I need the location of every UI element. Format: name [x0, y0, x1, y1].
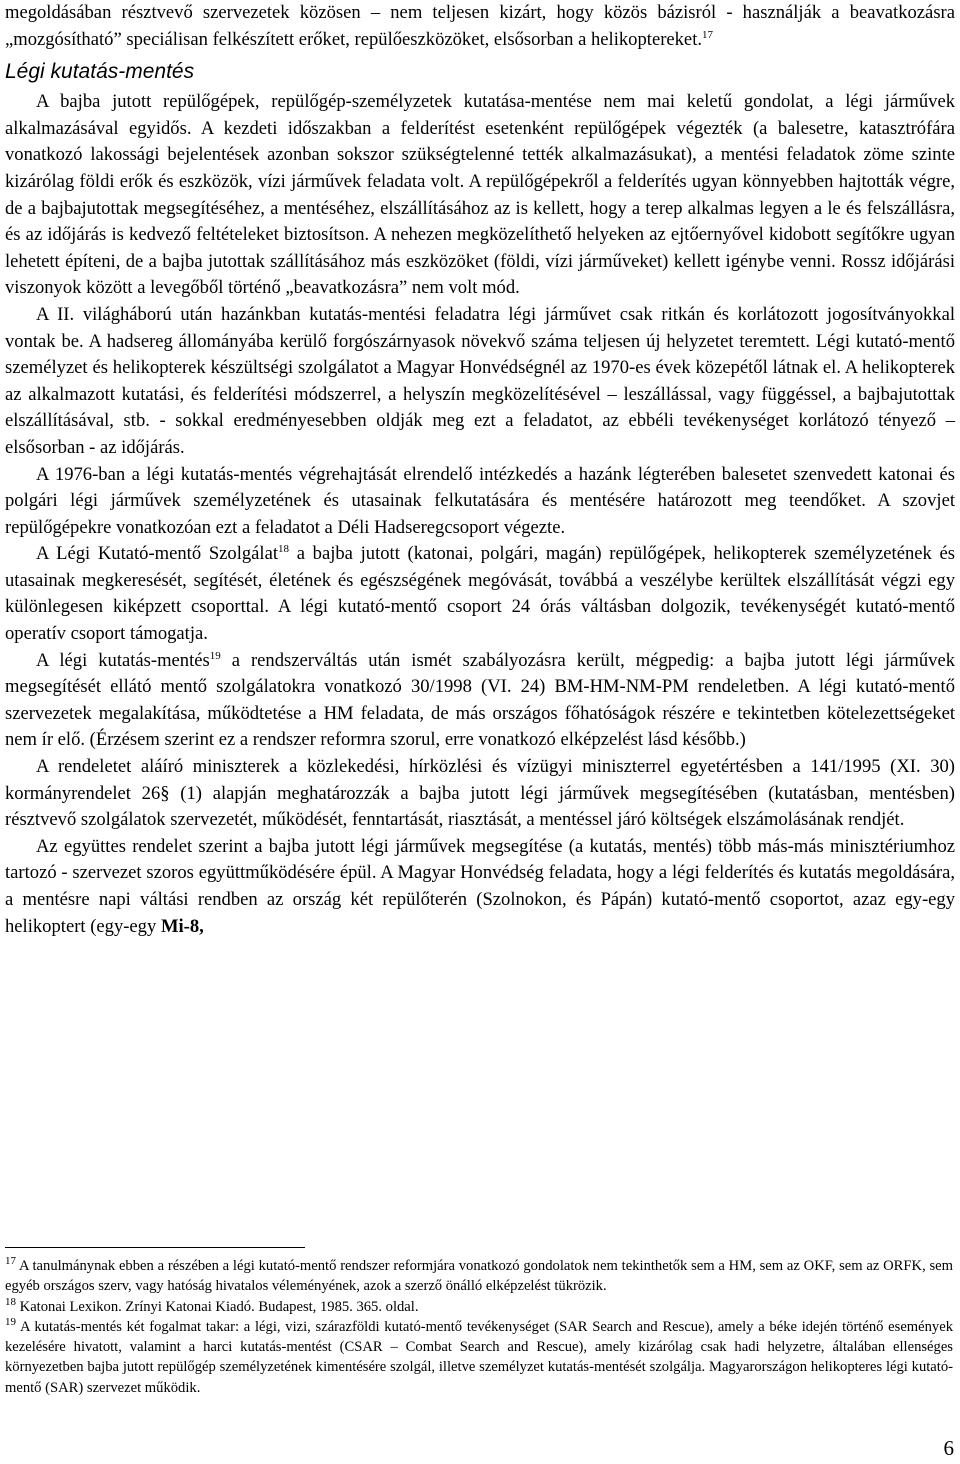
footnote-ref-18[interactable]: 18	[278, 543, 290, 556]
paragraph-text: megoldásában résztvevő szervezetek közösen – nem teljesen kizárt, hogy közös bázisról - használják a beavatkozásra „mozgósítható” speciálisan felkészített erőket, repülőeszközöket, elsősorban a helikoptereket.	[5, 2, 955, 50]
footnote-ref-19[interactable]: 19	[209, 649, 221, 662]
paragraph-regulation	[5, 648, 955, 754]
document-page	[5, 0, 955, 940]
footnotes	[5, 1256, 953, 1398]
paragraph-text: a rendszerváltás után ismét szabályozásra került, mégpedig: a bajba jutott légi járművek megsegítését ellátó mentő szolgálatokra vonatkozó 30/1998 (VI. 24) BM-HM-NM-PM rendeletben. A légi kutató-mentő szervezetek megalakítása, működtetése a HM feladata, de más országos főhatóságok részére e tekintetben kötelezettségeket nem ír elő. (Érzésem szerint ez a rendszer reformra szorul, erre vonatkozó elképzelést lásd később.)	[5, 649, 955, 751]
paragraph-ministers: A rendeletet aláíró miniszterek a közlekedési, hírközlési és vízügyi miniszterrel egyetértésben a 141/1995 (XI. 30) kormányrendelet 26§ (1) alapján meghatározzák a bajba jutott légi járművek megsegítésében (kutatásban, mentésben) résztvevő szolgálatok szervezetét, működését, fenntartását, riasztását, a mentéssel járó költségek elszámolásának rendjét.	[5, 756, 955, 831]
footnote-17	[5, 1256, 953, 1297]
paragraph-joint-decree	[5, 834, 955, 940]
footnote-separator	[5, 1247, 305, 1248]
footnote-text: A tanulmánynak ebben a részében a légi kutató-mentő rendszer reformjára vonatkozó gondolatok nem tekinthetők sem a HM, sem az OKF, sem az ORFK, sem egyéb országos szerv, vagy hatóság hivatalos véleményének, azok a szerző önálló elképzelést tükrözik.	[5, 1258, 954, 1295]
footnote-number: 17	[5, 1255, 16, 1267]
paragraph-1976: A 1976-ban a légi kutatás-mentés végrehajtását elrendelő intézkedés a hazánk légterében balesetet szenvedett katonai és polgári légi járművek személyzetének és utasainak felkutatására és mentésére határozott meg teendőket. A szovjet repülőgépekre vonatkozóan ezt a feladatot a Déli Hadseregcsoport végezte.	[5, 463, 955, 538]
paragraph-text: Az együttes rendelet szerint a bajba jutott légi járművek megsegítése (a kutatás, mentés) több más-más minisztériumhoz tartozó - szervezet szoros együttműködésére épül. A Magyar Honvédség feladata, hogy a légi felderítés és kutatás megoldására, a mentésre napi váltási rendben az ország két repülőterén (Szolnokon, és Pápán) kutató-mentő csoportot, azaz egy-egy helikoptert (egy-egy	[5, 835, 955, 937]
footnote-number: 18	[5, 1295, 16, 1308]
document-body	[5, 0, 955, 940]
footnote-number: 19	[5, 1315, 16, 1328]
paragraph-text: a bajba jutott (katonai, polgári, magán) repülőgépek, helikopterek személyzetének és utasainak megkeresését, segítését, életének és egészségének megóvását, továbbá a veszélybe kerültek elszállítását végzi egy különlegesen kiképzett csoporttal. A légi kutató-mentő csoport 24 órás váltásban dolgozik, tevékenységét kutató-mentő operatív csoport támogatja.	[5, 543, 955, 645]
footnote-18	[5, 1297, 953, 1317]
bold-term: Mi-8,	[160, 915, 204, 937]
footnote-text: A kutatás-mentés két fogalmat takar: a légi, vizi, szárazföldi kutató-mentő tevékenységet (SAR Search and Rescue), amely a béke idején történő események kezelésére hivatott, valamint a harci kutatás-mentést (CSAR – Combat Search and Rescue), amely kizárólag csak hadi helyzetre, általában ellenséges környezetben bajba jutott repülőgép személyzetének kimentésére szolgál, illetve személyzet kutatás-mentését szolgálja. Magyarországon helikopteres légi kutató-mentő (SAR) szervezet működik.	[5, 1318, 954, 1396]
paragraph-post-war: A II. világháború után hazánkban kutatás-mentési feladatra légi járművet csak ritkán és korlátozott jogosítványokkal vontak be. A hadsereg állományába kerülő forgószárnyasok növekvő száma teljesen új helyzetet teremtett. Légi kutató-mentő személyzet és helikopterek készültségi szolgálatot a Magyar Honvédségnél az 1970-es évek közepétől látnak el. A helikopterek az alkalmazott kutatási, és felderítési módszerrel, a helyszín megközelítésével – leszállással, vagy függéssel, a bajbajutottak elszállításával, stb. - sokkal eredményesebben oldják meg ezt a feladatot, az ebbéli tevékenységet korlátozó tényező – elsősorban - az időjárás.	[5, 303, 955, 458]
footnote-ref-17[interactable]: 17	[702, 28, 714, 41]
paragraph-text: A Légi Kutató-mentő Szolgálat	[36, 543, 279, 565]
page-number: 6	[943, 1436, 954, 1460]
paragraph-intro-continuation	[5, 0, 955, 53]
footnote-text: Katonai Lexikon. Zrínyi Katonai Kiadó. Budapest, 1985. 365. oldal.	[19, 1298, 419, 1315]
section-heading: Légi kutatás-mentés	[5, 60, 195, 84]
paragraph-text: A légi kutatás-mentés	[36, 649, 210, 671]
paragraph-history: A bajba jutott repülőgépek, repülőgép-személyzetek kutatása-mentése nem mai keletű gondolat, a légi járművek alkalmazásával egyidős. A kezdeti időszakban a felderítést esetenként repülőgépek végezték (a balesetre, katasztrófára vonatkozó lakossági bejelentések azonban sokszor szükségtelenné tették alkalmazásukat), a mentési feladatok zöme szinte kizárólag földi erők és eszközök, vízi járművek feladata volt. A repülőgépekről a felderítés ugyan könnyebben hajtották végre, de a bajbajutottak megsegítéséhez, a mentéséhez, elszállításához az is kellett, hogy a terep alkalmas legyen a le és felszállásra, és az időjárás is kedvező feltételeket biztosítson. A nehezen megközelíthető helyeken az ejtőernyővel kidobott segítőkre ugyan lehetett építeni, de a bajba jutottak szállításához más eszközöket (földi, vízi járműveket) kellett igénybe venni. Rossz időjárási viszonyok között a levegőből történő „beavatkozásra” nem volt mód.	[5, 91, 955, 299]
paragraph-service	[5, 541, 955, 647]
footnote-19	[5, 1317, 953, 1398]
